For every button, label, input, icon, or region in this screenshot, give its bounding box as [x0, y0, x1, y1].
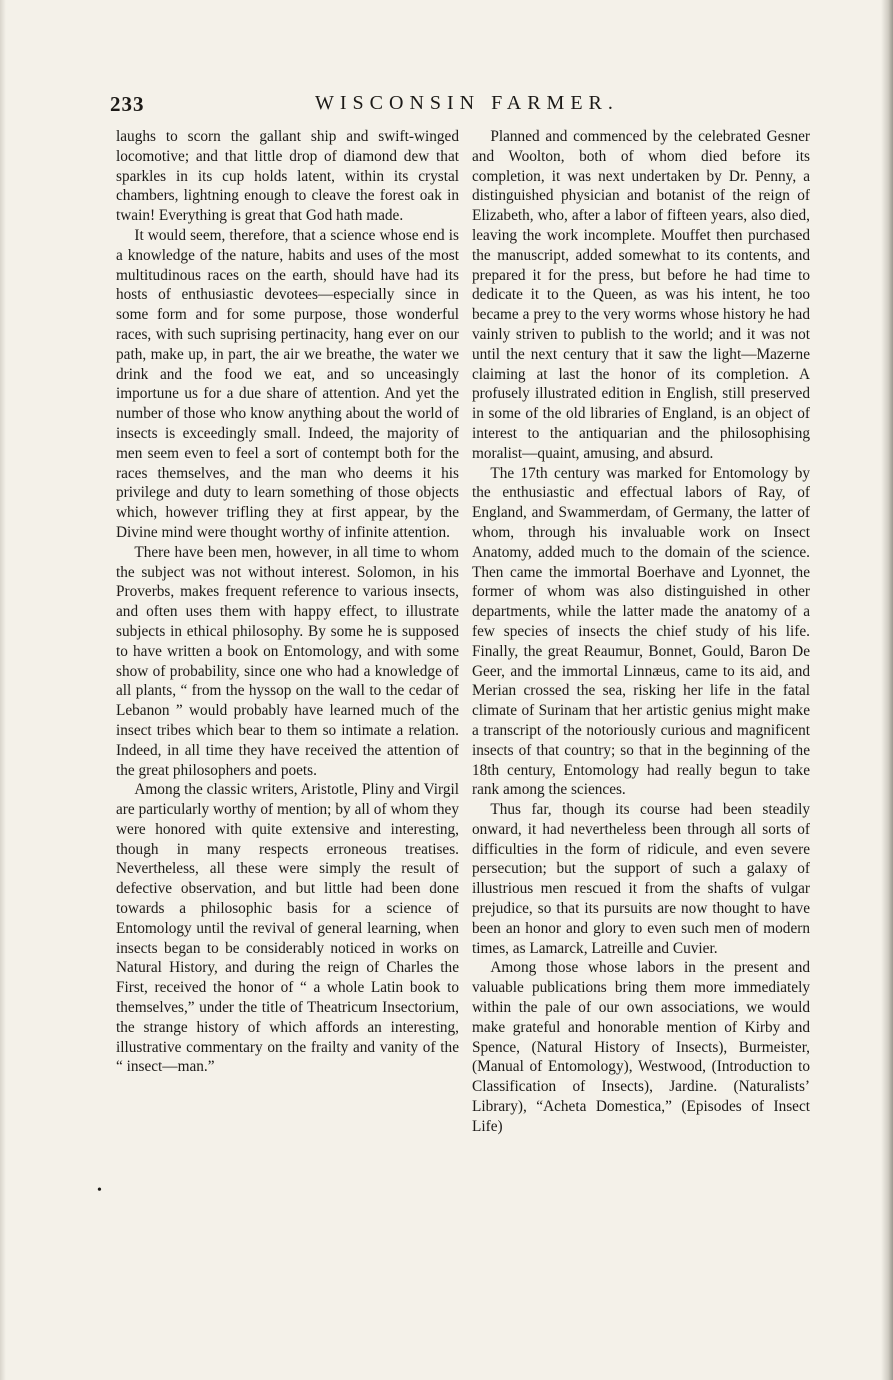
right-paragraph-2: The 17th century was marked for Entomology by the enthusiastic and effectual labors of Ray, of England, and Swammerdam, of Germany, the latter of whom, through his invaluable work on Insect Anatomy, added much to the domain of the science. Then came the immortal Boerhave and Lyonnet, the former of whom was also distinguished in other departments, while the latter made the anatomy of a few species of insects the chief study of his life. Finally, the great Reaumur, Bonnet, Gould, Baron De Geer, and the immortal Linnæus, came to its aid, and Merian crossed the sea, risking her life in the fatal climate of Surinam that her artistic genius might make a transcript of the notoriously curious and magnificent insects of that country; so that in the beginning of the 18th century, Entomology had really begun to take rank among the sciences.: [472, 464, 810, 799]
left-paragraph-3: There have been men, however, in all time to whom the subject was not without interest. Solomon, in his Proverbs, makes frequent reference to various insects, and often uses them with happy effect, to illustrate subjects in ethical philosophy. By some he is supposed to have written a book on Entomology, and with some show of probability, since one who had a knowledge of all plants, “ from the hyssop on the wall to the cedar of Lebanon ” would probably have learned much of the insect tribes which bear to them so intimate a relation. Indeed, in all time they have received the attention of the great philosophers and poets.: [116, 543, 459, 779]
margin-dot: •: [97, 1183, 102, 1198]
page-number: 233: [110, 92, 145, 116]
right-column: [472, 127, 810, 1137]
left-paragraph-2: It would seem, therefore, that a science whose end is a knowledge of the nature, habits and uses of the most multitudinous races on the earth, should have had its hosts of enthusiastic devotees—especially since in some form and for some purpose, those wonderful races, with such suprising pertinacity, hang ever on our path, make up, in part, the air we breathe, the water we drink and the food we eat, and so unceasingly importune us for a due share of attention. And yet the number of those who know anything about the world of insects is exceedingly small. Indeed, the majority of men seem even to feel a sort of contempt both for the races themselves, and the man who deems it his privilege and duty to learn something of those objects which, however trifling they at first appear, by the Divine mind were thought worthy of infinite attention.: [116, 226, 459, 541]
right-paragraph-1: Planned and commenced by the celebrated Gesner and Woolton, both of whom died before its completion, it was next undertaken by Dr. Penny, a distinguished physician and botanist of the reign of Elizabeth, who, after a labor of fifteen years, also died, leaving the work incomplete. Mouffet then purchased the manuscript, added somewhat to its contents, and prepared it for the press, but before he had time to dedicate it to the Queen, as was his intent, he too became a prey to the very worms whose history he had vainly striven to publish to the world; and it was not until the next century that it saw the light—Mazerne claiming at last the honor of its completion. A profusely illustrated edition in English, still preserved in some of the old libraries of England, is an object of interest to the antiquarian and the philosophising moralist—quaint, amusing, and absurd.: [472, 128, 810, 462]
left-paragraph-1: laughs to scorn the gallant ship and swift-winged locomotive; and that little drop of diamond dew that sparkles in its cup holds latent, within its crystal chambers, lightning enough to cleave the forest oak in twain! Everything is great that God hath made.: [116, 128, 459, 225]
left-column: [116, 127, 459, 1077]
running-title: WISCONSIN FARMER.: [315, 92, 619, 114]
left-paragraph-4: Among the classic writers, Aristotle, Pliny and Virgil are particularly worthy of mention; by all of whom they were honored with quite extensive and interesting, though in many respects erroneous treatises. Nevertheless, all these were simply the result of defective observation, and but little had been done towards a philosophic basis for a science of Entomology until the revival of general learning, when insects began to be considerably noticed in works on Natural History, and during the reign of Charles the First, received the honor of “ a whole Latin book to themselves,” under the title of Theatricum Insectorium, the strange history of which affords an interesting, illustrative commentary on the frailty and vanity of the “ insect—man.”: [116, 781, 459, 1076]
right-paragraph-3: Thus far, though its course had been steadily onward, it had nevertheless been through all sorts of difficulties in the form of ridicule, and even severe persecution; but the support of such a galaxy of illustrious men rescued it from the shafts of vulgar prejudice, so that its pursuits are now thought to have been an honor and glory to even such men of modern times, as Lamarck, Latreille and Cuvier.: [472, 801, 810, 957]
page-header: [110, 92, 810, 116]
right-paragraph-4: Among those whose labors in the present and valuable publications bring them more immediately within the pale of our own associations, we would make grateful and honorable mention of Kirby and Spence, (Natural History of Insects), Burmeister, (Manual of Entomology), Westwood, (Introduction to Classification of Insects), Jardine. (Naturalists’ Library), “Acheta Domestica,” (Episodes of Insect Life): [472, 959, 810, 1135]
page-right-edge: [881, 0, 893, 1380]
page-left-edge: [0, 0, 6, 1380]
